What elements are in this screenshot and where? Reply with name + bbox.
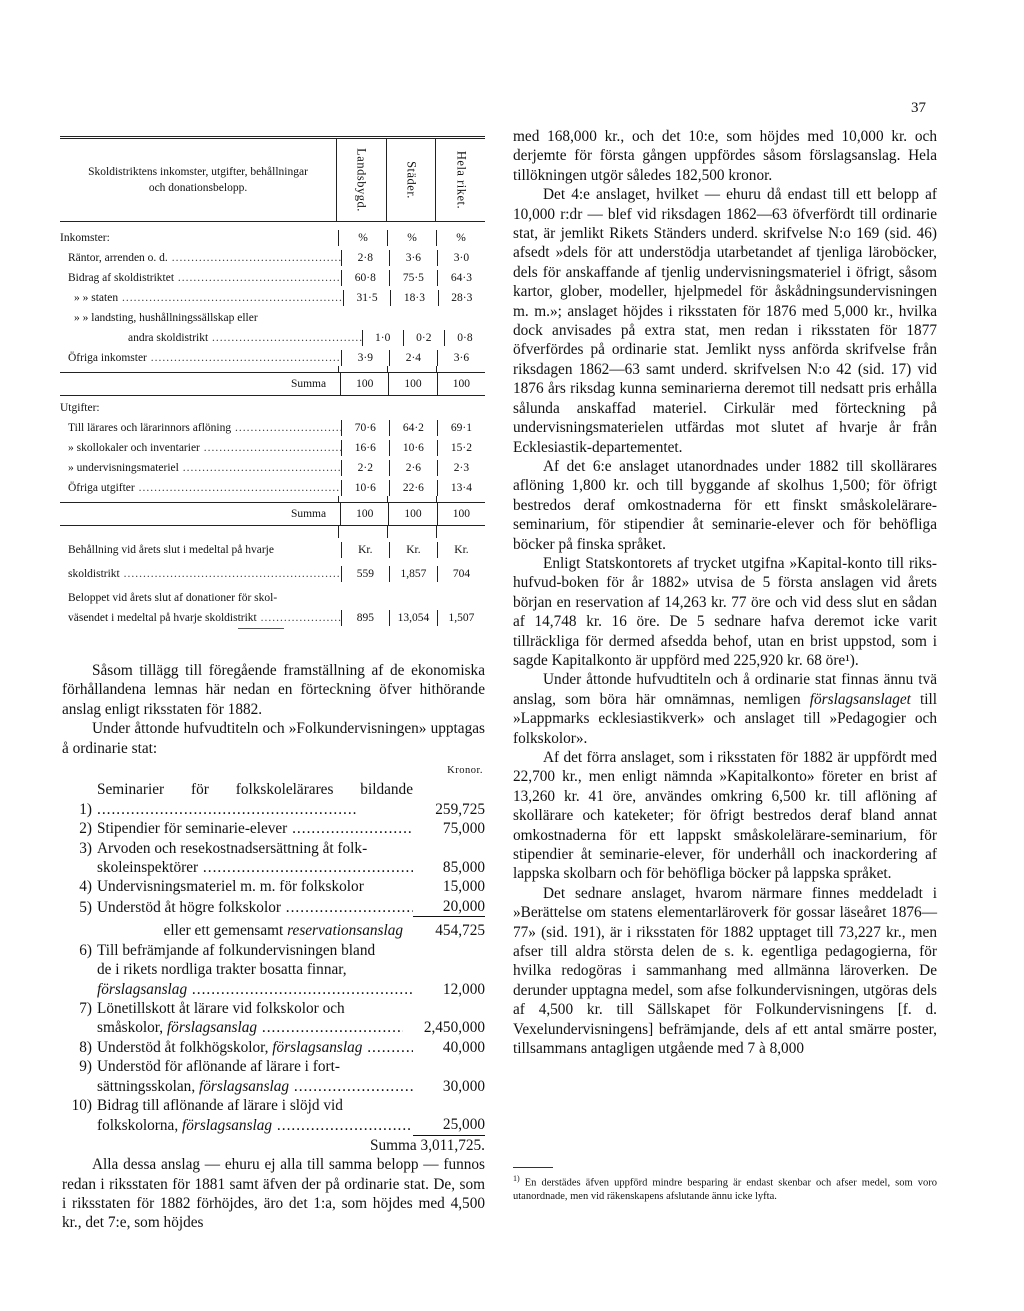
cell-value: 3·0 (437, 250, 485, 266)
cell-value: 69·1 (437, 420, 485, 436)
amount: 15,000 (442, 878, 485, 896)
table-row (60, 476, 485, 496)
cell-value: 10·6 (389, 440, 437, 456)
column-header-stader: Städer. (386, 139, 436, 221)
currency-label: Kr. (437, 542, 485, 558)
table-header (60, 139, 485, 222)
section-divider (238, 628, 284, 629)
list-item: 7) Lönetillskott åt lärare vid folkskolor och (79, 999, 345, 1017)
page-number: 37 (911, 100, 926, 116)
table-row (60, 456, 485, 476)
cell-value: 64·3 (437, 270, 485, 286)
cell-value: 16·6 (341, 440, 389, 456)
cell-value: 100 (437, 373, 485, 395)
row-label: » undervisningsmateriel ..... (60, 460, 341, 476)
table-row (60, 436, 485, 456)
grand-total: Summa 3,011,725. (369, 1136, 485, 1154)
paragraph: Det 4:e anslaget, hvilket — ehuru då endast till ett belopp af 10,000 r:dr — blef vid riksdagen 1862—63 öfverfördt till ordinarie stat, är jemlikt Rikets Ständers underd. skrifvelse N:o 169 (sid. 46) afsedt »dels för att understödja utarbetandet af tjenliga läroböcker, dels för anskaffande af tjenlig undervisningsmateriel i öfrigt, såsom kartor, glober, modeller, hjelpmedel för åskådningsundervisningen m. m.»; anslaget höjdes i riksstaten för 1876 med 5,000 kr., hvilka dock anvisades på extra stat, men redan i riksstaten för 1877 öfverfördes på ordinarie stat. Jemlikt nyss anförda skrifvelse från riksdagen 1862—63 samt underd. skrifvelsen N:o 42 (sid. 17) vid 1876 års riksdag kunna seminarierna deremot till nedsatt pris erhålla sålunda anskaffad materiel. Cirkulär med förteckning på undervisningsmaterielen utfärdas mot slutet af hvarje år från Ecklesiastik-departementet. (513, 186, 937, 456)
table-row (60, 306, 485, 326)
cell-value: 10·6 (341, 480, 389, 496)
percent-sign: % (436, 230, 485, 246)
cell-value: 3·6 (389, 250, 437, 266)
right-column-text (513, 127, 937, 1059)
income-sum-row (60, 372, 485, 396)
cell-value: 31·5 (343, 290, 390, 306)
cell-value: 100 (340, 373, 388, 395)
kronor-column-heading: Kronor. (447, 765, 483, 777)
list-item: 1) Seminarier för folkskolelärares bildande ..... 259,725 (62, 780, 485, 819)
percent-sign: % (387, 230, 436, 246)
cell-value: 1,857 (389, 566, 437, 582)
cell-value: 60·8 (341, 270, 389, 286)
statistics-table (60, 136, 485, 626)
table-row (60, 558, 485, 582)
cell-value: 559 (341, 566, 389, 582)
reservation-total: eller ett gemensamt reservationsanslag 454,725 (163, 922, 485, 940)
column-header-hela-riket: Hela riket. (435, 139, 485, 221)
amount: 40,000 (442, 1038, 485, 1056)
expense-sum-row (60, 502, 485, 526)
table-row (60, 582, 485, 606)
list-item-continuation: skoleinspektörer ..... 85,000 (62, 858, 485, 877)
list-item: 8) Understöd åt folkhögskolor, förslagsanslag ..... 40,000 (62, 1038, 485, 1057)
cell-value: 28·3 (438, 290, 485, 306)
cell-value: 13·4 (437, 480, 485, 496)
row-label: » skollokaler och inventarier ..... (60, 440, 341, 456)
list-item: 3) Arvoden och resekostnadsersättning åt folk- (79, 839, 368, 857)
footnote-mark: 1) (513, 1174, 520, 1183)
list-item: 6) Till befrämjande af folkundervisningen bland (79, 941, 376, 959)
paragraph: Af det förra anslaget, som i riksstaten för 1882 är uppfördt med 22,700 kr., men enligt nämnda »Kapitalkonto» företer en brist af 13,260 kr. 41 öre, användes omkring 6,500 kr. till aflöning af skollärare och kateketer; för öfrigt bestredos deraf bland annat omkostnaderna för ett lappskt småskolelärare-seminarium, för stipendier åt seminarie-elever, för underhåll och inackordering af lappska skolbarn och för behöfliga böcker på lappska språket. (513, 749, 937, 883)
cell-value: 895 (341, 610, 389, 626)
cell-value: 2·6 (389, 460, 437, 476)
cell-value: 100 (388, 373, 436, 395)
donations-label: väsendet i medeltal på hvarje skoldistrikt ..... (60, 610, 341, 626)
table-row (60, 538, 485, 558)
amount: 2,450,000 (423, 1019, 485, 1037)
paragraph: Af det 6:e anslaget utanordnades under 1882 till skollärares aflöning 1,800 kr. och till byggande af skolhus 1,500; för öfrigt bestredos deraf omkostnaderna för ett finskt småskolelärare-seminarium, för stipendier åt seminarie-elever och för behöfliga böcker på finska språket. (513, 457, 937, 553)
list-item: 2) Stipendier för seminarie-elever ..... 75,000 (62, 819, 485, 838)
list-item: 10) Bidrag till aflönande af lärare i slöjd vid (71, 1096, 343, 1114)
cell-value: 18·3 (390, 290, 437, 306)
paragraph: Under åttonde hufvudtiteln och å ordinarie stat finnas ännu tvä anslag, som böra här omnämnas, nemligen förslagsanslaget till »Lappmarks ecklesiastikverk» och anslaget till »Pedagogier och folkskolor». (513, 671, 938, 747)
paragraph: Såsom tillägg till föregående framställning af de ekonomiska förhållandena lemnas här nedan en förteckning öfver hithörande anslag enligt riksstaten för 1882. (62, 662, 485, 718)
paragraph: Enligt Statskontorets af trycket utgifna »Kapital-konto till riks-hufvud-boken för år 1882» utvisa de 5 första anslagen vid årets början en reservation af 14,263 kr. 77 öre och vid dess slut en sådan af 14,748 kr. 16 öre. De 5 sednare hafva deremot icke varit tillräckliga för dermed afsedda behof, utan en brist uppstod, som i sagde Kapitalkonto är uppförd med 225,920 kr. 68 öre¹). (513, 554, 937, 669)
cell-value: 100 (340, 503, 388, 525)
percent-sign: % (338, 230, 387, 246)
row-label: andra skoldistrikt ..... (60, 330, 362, 346)
left-column-text (62, 661, 485, 1233)
table-row (60, 396, 485, 416)
row-label: Öfriga utgifter ..... (60, 480, 341, 496)
cell-value: 3·9 (341, 350, 389, 366)
cell-value: 1·0 (362, 330, 403, 346)
table-row (60, 266, 485, 286)
list-item: 4) Undervisningsmateriel m. m. för folkskolor 15,000 (79, 878, 485, 896)
cell-value: 2·3 (437, 460, 485, 476)
table-caption: Skoldistriktens inkomster, utgifter, behållningar och donationsbelopp. (88, 166, 308, 194)
cell-value: 13,054 (389, 610, 437, 626)
table-row (60, 606, 485, 626)
column-header-landsbygd: Landsbygd. (336, 139, 386, 221)
sum-label: Summa (290, 508, 327, 520)
cell-value: 0·2 (403, 330, 444, 346)
cell-value: 100 (388, 503, 436, 525)
row-label: Till lärares och lärarinnors aflöning ..... (60, 420, 341, 436)
row-label: Räntor, arrenden o. d. ..... (60, 250, 341, 266)
footnote-text: En derstädes äfven uppförd mindre besparing är endast skenbar och afser medel, som voro utanordnade, men vid räkenskapens afslutande ännu icke lyfta. (513, 1177, 937, 1202)
currency-label: Kr. (341, 542, 389, 558)
amount: 30,000 (442, 1077, 485, 1095)
cell-value: 704 (437, 566, 485, 582)
amount: 12,000 (442, 980, 485, 998)
income-heading: Inkomster: (60, 232, 110, 244)
sum-label: Summa (290, 378, 327, 390)
appropriation-list: 1) Seminarier för folkskolelärares bildande ..... 259,725 2) Stipendier för seminarie-elever ..... 75,000 3) Arvoden och resekostnadsersättning åt folk- skoleinspektörer ..... 85,000 4) Undervisningsmateriel m. m. för folkskolor 15,000 5) Understöd åt högre folkskolor ..... 20,000 eller ett gemensamt reservationsanslag 454,725 6) Till befrämjande af folkundervisningen bland de i rikets nordliga trakter bosatta finnar, förslagsanslag ..... 12,000 7) Lönetillskott åt lärare vid folkskolor och småskolor, förslagsanslag ..... 2,450,000 8) Understöd åt folkhögskolor, förslagsanslag ..... 40,000 9) Understöd för aflönande af lärare i fort- sättningsskolan, förslagsanslag ..... 30,000 10) Bidrag till aflönande af lärare i slöjd vid folkskolorna, förslagsanslag ..... 25,000 Summa 3,011,725. (62, 780, 485, 1155)
row-label: » » staten ..... (60, 290, 343, 306)
holdings-label: Behållning vid årets slut i medeltal på hvarje (68, 544, 274, 556)
cell-value: 70·6 (341, 420, 389, 436)
table-row (60, 286, 485, 306)
footnote (513, 1172, 937, 1203)
amount: 454,725 (435, 922, 485, 940)
holdings-label: skoldistrikt ..... (60, 566, 341, 582)
donations-label: Beloppet vid årets slut af donationer för skol- (68, 592, 278, 604)
table-row (60, 326, 485, 346)
cell-value: 2·2 (341, 460, 389, 476)
cell-value: 75·5 (389, 270, 437, 286)
table-row (60, 416, 485, 436)
row-label: Bidrag af skoldistriktet ..... (60, 270, 341, 286)
cell-value: 64·2 (389, 420, 437, 436)
footnote-rule (513, 1167, 553, 1168)
cell-value: 3·6 (437, 350, 485, 366)
expense-heading: Utgifter: (60, 402, 100, 414)
cell-value: 2·4 (389, 350, 437, 366)
cell-value: 22·6 (389, 480, 437, 496)
paragraph: Under åttonde hufvudtiteln och »Folkundervisningen» upptagas å ordinarie stat: (62, 720, 485, 757)
row-label: » » landsting, hushållningssällskap eller (74, 312, 258, 324)
table-row (60, 346, 485, 366)
cell-value: 1,507 (437, 610, 485, 626)
table-row (60, 246, 485, 266)
list-item: 5) Understöd åt högre folkskolor ..... 20,000 (62, 897, 485, 917)
amount: 75,000 (442, 820, 485, 838)
table-row (60, 222, 485, 246)
currency-label: Kr. (389, 542, 437, 558)
list-item: 9) Understöd för aflönande af lärare i fort- (79, 1058, 340, 1076)
cell-value: 15·2 (437, 440, 485, 456)
cell-value: 100 (437, 503, 485, 525)
paragraph: Det sednare anslaget, hvarom närmare finnes meddeladt i »Berättelse om statens elementarläroverk för gossar läseåret 1876—77» (sid. 191), är i riksstaten för 1882 upptaget till 73,227 kr., men afser till aldra största delen de s. k. egentliga pedagogierna, för hvilka redogöras i sammanhang med allmänna läroverken. De derunder upptagna medel, som afse folkundervisningen, utgöras dels af 4,500 kr. till Sällskapet för Folkundervisningens [f. d. Vexelundervisningens] befrämjande, dels af ett antal smärre poster, tillsammans antagligen utgående med 7 à 8,000 (513, 884, 937, 1058)
cell-value: 0·8 (444, 330, 485, 346)
amount: 85,000 (442, 859, 485, 877)
paragraph: Alla dessa anslag — ehuru ej alla till samma belopp — funnos redan i riksstaten för 1881 samt äfven der på ordinarie stat. De, som i riksstaten för 1882 förhöjdes, äro det 1:a, som höjdes med 4,500 kr., det 7:e, som höjdes (62, 1156, 485, 1232)
cell-value: 2·8 (341, 250, 389, 266)
amount: 25,000 (413, 1115, 485, 1135)
amount: 20,000 (413, 897, 485, 917)
row-label: Öfriga inkomster ..... (60, 350, 341, 366)
paragraph: med 168,000 kr., och det 10:e, som höjdes med 10,000 kr. och derjemte för första gången uppfördes såsom förslagsanslag. Hela tillökningen utgör således 182,500 kronor. (513, 128, 937, 184)
amount: 259,725 (435, 800, 485, 818)
